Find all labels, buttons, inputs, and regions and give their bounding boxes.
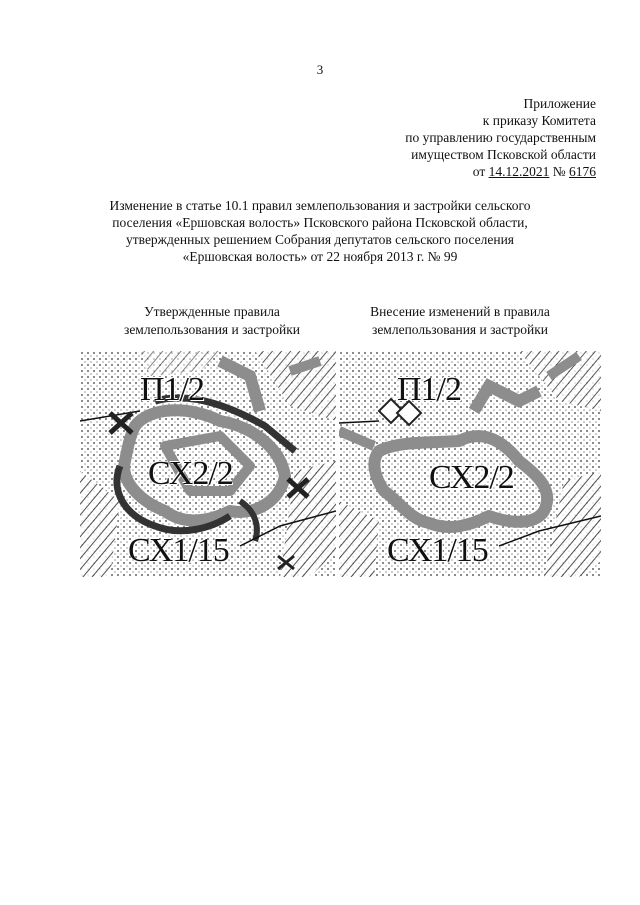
right-map-caption	[335, 303, 585, 339]
left-zone-label-sx2: СХ2/2	[148, 455, 233, 492]
heading-line-1: Изменение в статье 10.1 правил землепользования и застройки сельского	[109, 198, 531, 213]
document-heading	[80, 197, 560, 265]
appendix-line-3: по управлению государственным	[405, 130, 596, 145]
heading-line-2: поселения «Ершовская волость» Псковского района Псковской области,	[112, 215, 528, 230]
right-zone-label-p1: П1/2	[397, 371, 461, 408]
appendix-line-1: Приложение	[523, 96, 596, 111]
left-zone-label-p1: П1/2	[140, 371, 204, 408]
appendix-line-2: к приказу Комитета	[482, 113, 596, 128]
map-approved-rules	[80, 351, 336, 577]
right-caption-line-2: землепользования и застройки	[371, 322, 548, 337]
appendix-block	[405, 95, 596, 180]
map-proposed-changes	[339, 351, 601, 577]
right-zone-label-sx1: СХ1/15	[387, 532, 488, 569]
order-date: 14.12.2021	[488, 164, 550, 179]
left-caption-line-1: Утвержденные правила	[144, 304, 280, 319]
number-sign: №	[549, 164, 569, 179]
left-map-caption	[87, 303, 337, 339]
order-number: 6176	[569, 164, 596, 179]
heading-line-3: утвержденных решением Собрания депутатов сельского поселения	[126, 232, 514, 247]
left-zone-label-sx1: СХ1/15	[128, 532, 229, 569]
date-prefix: от	[472, 164, 489, 179]
right-caption-line-1: Внесение изменений в правила	[370, 304, 550, 319]
left-caption-line-2: землепользования и застройки	[123, 322, 300, 337]
appendix-date-line	[405, 163, 596, 180]
heading-line-4: «Ершовская волость» от 22 ноября 2013 г. № 99	[182, 249, 458, 264]
right-zone-label-sx2: СХ2/2	[429, 459, 514, 496]
appendix-line-4: имуществом Псковской области	[411, 147, 596, 162]
page-number: 3	[316, 62, 324, 77]
